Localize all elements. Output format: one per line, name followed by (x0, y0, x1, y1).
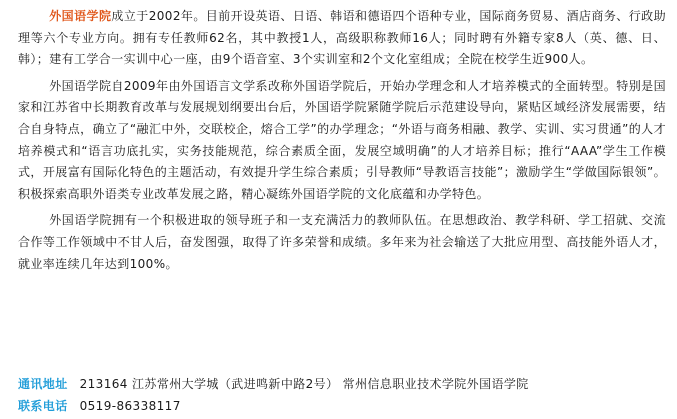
school-name-highlight: 外国语学院 (49, 9, 112, 23)
contact-phone-line (18, 396, 666, 416)
intro-paragraph-3: 外国语学院拥有一个积极进取的领导班子和一支充满活力的教师队伍。在思想政治、教学科研、学工招就、交流合作等工作领域中不甘人后，奋发图强，取得了许多荣誉和成绩。多年来为社会输送了大批应用型、高技能外语人才，就业率连续几年达到100%。 (18, 213, 666, 271)
contact-phone-value: 0519-86338117 (79, 399, 181, 413)
contact-address-value: 213164 江苏常州大学城（武进鸣新中路2号） 常州信息职业技术学院外国语学院 (79, 377, 529, 391)
intro-paragraph-2: 外国语学院自2009年由外国语言文学系改称外国语学院后，开始办学理念和人才培养模式的全面转型。特别是国家和江苏省中长期教育改革与发展规划纲要出台后，外国语学院紧随学院后示范建设导向，紧贴区域经济发展需要，结合自身特点，确立了“融汇中外，交联校企，熔合工学”的办学理念；“外语与商务相融、教学、实训、实习贯通”的人才培养模式和“语言功底扎实，实务技能规范，综合素质全面，发展空域明确”的人才培养目标；推行“AAA”学生工作模式，开展富有国际化特色的主题活动，有效提升学生综合素质；引导教师“导教语言技能”；激励学生“学做国际银领”。积极探索高职外语类专业改革发展之路，精心凝练外国语学院的文化底蕴和办学特色。 (18, 78, 666, 201)
intro-paragraph-1 (18, 0, 666, 71)
contact-address-label: 通讯地址 (18, 377, 68, 391)
contact-phone-label: 联系电话 (18, 399, 68, 413)
contact-address-line (18, 374, 666, 394)
intro-paragraph-1-text: 成立于2002年。目前开设英语、日语、韩语和德语四个语种专业，国际商务贸易、酒店商务、行政助理等六个专业方向。拥有专任教师62名，其中教授1人，高级职称教师16人；同时聘有外籍专家8人（英、德、日、韩）；建有工学合一实训中心一座，由9个语音室、3个实训室和2个文化室组成；全院在校学生近900人。 (18, 9, 666, 67)
article-body (18, 0, 666, 275)
